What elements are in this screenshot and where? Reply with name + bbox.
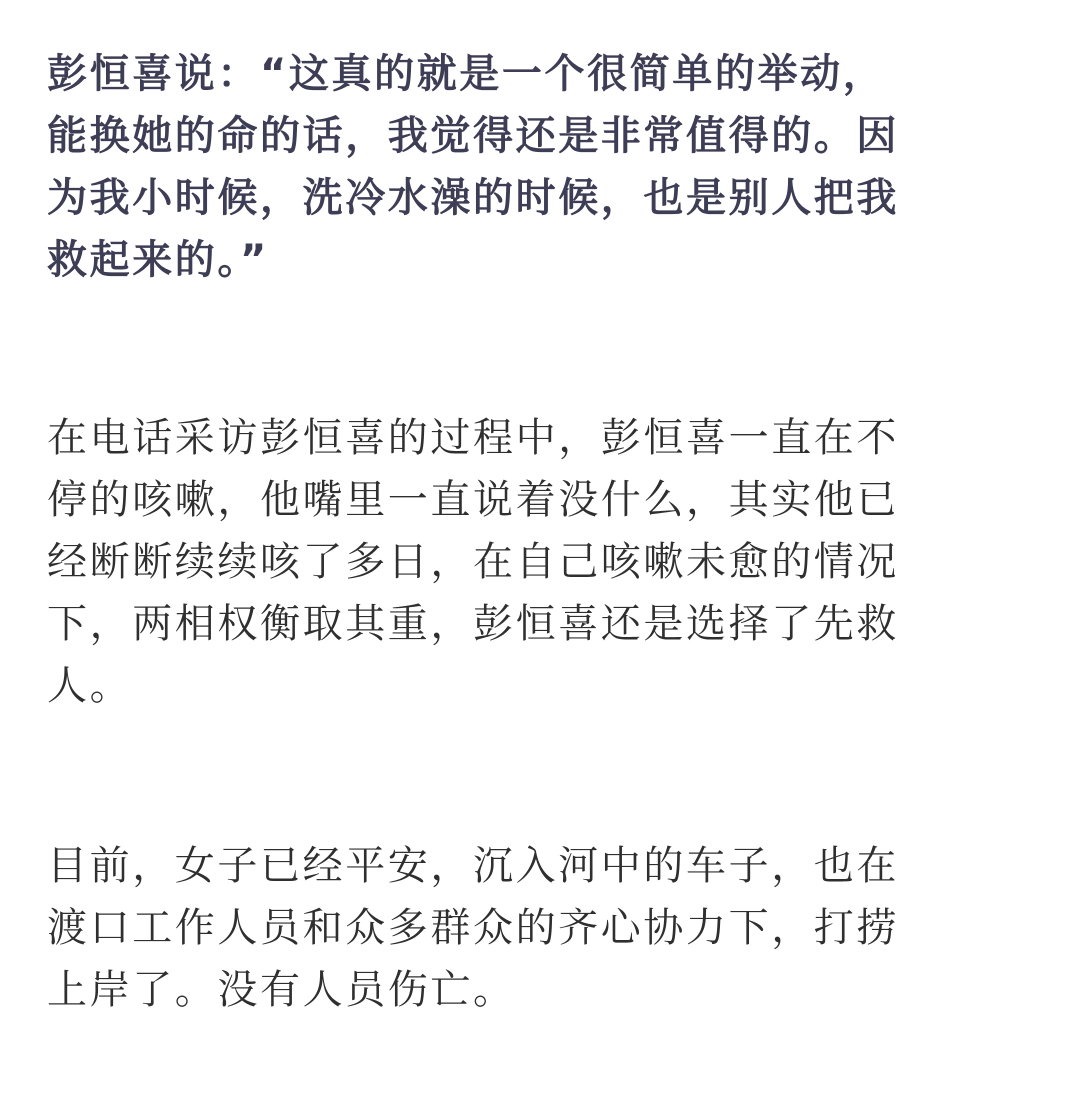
text-line: 渡口工作人员和众多群众的齐心协力下，打捞 <box>47 905 899 951</box>
text-line: 为我小时候，洗冷水澡的时候，也是别人把我 <box>47 175 899 221</box>
outcome-paragraph <box>47 835 1047 1021</box>
text-line: 人。 <box>47 663 133 709</box>
quote-paragraph <box>47 43 1047 291</box>
text-line: 彭恒喜说：“这真的就是一个很简单的举动， <box>47 51 886 97</box>
text-line: 上岸了。没有人员伤亡。 <box>47 967 516 1013</box>
text-line: 停的咳嗽，他嘴里一直说着没什么，其实他已 <box>47 477 899 523</box>
text-line: 下，两相权衡取其重，彭恒喜还是选择了先救 <box>47 601 899 647</box>
text-line: 能换她的命的话，我觉得还是非常值得的。因 <box>47 113 899 159</box>
text-line: 目前，女子已经平安，沉入河中的车子，也在 <box>47 843 899 889</box>
interview-paragraph <box>47 407 1047 717</box>
text-line: 在电话采访彭恒喜的过程中，彭恒喜一直在不 <box>47 415 899 461</box>
text-line: 救起来的。” <box>47 237 269 283</box>
text-line: 经断断续续咳了多日，在自己咳嗽未愈的情况 <box>47 539 899 585</box>
